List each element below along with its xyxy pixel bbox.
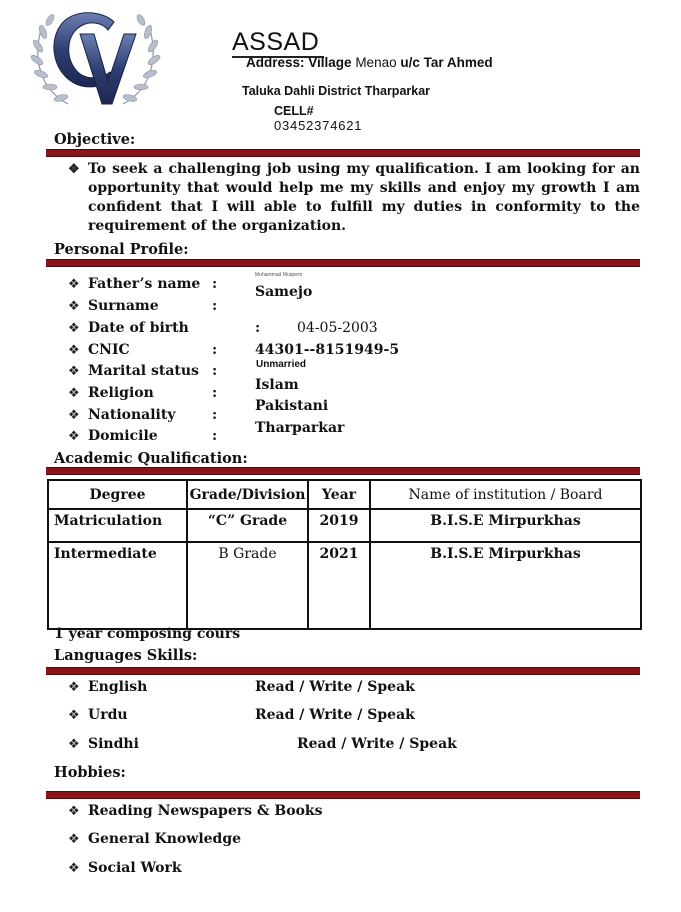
bullet-icon: ❖ — [68, 429, 80, 444]
section-divider — [46, 667, 640, 675]
bullet-icon: ❖ — [68, 408, 80, 423]
profile-value-nationality: Pakistani — [255, 398, 329, 414]
cell-number: 03452374621 — [274, 118, 363, 133]
section-divider — [46, 791, 640, 799]
profile-colon: : — [212, 385, 218, 401]
academic-table — [47, 479, 642, 630]
bullet-icon: ❖ — [68, 277, 80, 292]
profile-colon: : — [212, 342, 218, 358]
profile-label-marital-status: Marital status — [88, 363, 199, 379]
profile-label-date-of-birth: Date of birth — [88, 320, 189, 336]
profile-value-cnic: 44301--8151949-5 — [255, 342, 400, 358]
bullet-icon: ❖ — [68, 162, 80, 177]
hobby-item: Social Work — [88, 860, 182, 876]
profile-colon: : — [212, 276, 218, 292]
bullet-icon: ❖ — [68, 343, 80, 358]
taluka-line: Taluka Dahli District Tharparkar — [242, 84, 431, 98]
section-divider — [46, 467, 640, 475]
column-header: Year — [308, 480, 370, 509]
table-cell: 2019 — [308, 509, 370, 542]
languages-heading: Languages Skills: — [54, 647, 198, 664]
bullet-icon: ❖ — [68, 861, 80, 876]
profile-label-nationality: Nationality — [88, 407, 176, 423]
profile-label-domicile: Domicile — [88, 428, 158, 444]
section-divider — [46, 149, 640, 157]
hobbies-heading: Hobbies: — [54, 764, 126, 781]
language-name-sindhi: Sindhi — [88, 736, 139, 752]
language-name-urdu: Urdu — [88, 707, 128, 723]
profile-value-fathers-name: Samejo — [255, 284, 313, 300]
bullet-icon: ❖ — [68, 364, 80, 379]
candidate-name: ASSAD — [232, 28, 320, 56]
language-level-sindhi: Read / Write / Speak — [297, 736, 457, 752]
address-place: Menao — [355, 55, 397, 70]
bullet-icon: ❖ — [68, 386, 80, 401]
profile-label-cnic: CNIC — [88, 342, 130, 358]
column-header: Degree — [48, 480, 187, 509]
table-cell: B.I.S.E Mirpurkhas — [370, 542, 641, 629]
table-cell: “C” Grade — [187, 509, 308, 542]
cv-logo — [28, 4, 163, 114]
hobby-item: General Knowledge — [88, 831, 242, 847]
address-line — [246, 55, 493, 70]
profile-colon: : — [212, 428, 218, 444]
objective-heading: Objective: — [54, 131, 136, 148]
bullet-icon: ❖ — [68, 680, 80, 695]
profile-colon: : — [212, 407, 218, 423]
cell-label: CELL# — [274, 104, 314, 118]
hobby-item: Reading Newspapers & Books — [88, 803, 323, 819]
fathers-name-small-text: Muhammad Muqeem — [255, 272, 303, 278]
bullet-icon: ❖ — [68, 299, 80, 314]
column-header: Grade/Division — [187, 480, 308, 509]
table-row — [48, 542, 641, 629]
letter-v-mark — [80, 34, 136, 104]
table-header-row — [48, 480, 641, 509]
profile-label-fathers-name: Father’s name — [88, 276, 201, 292]
bullet-icon: ❖ — [68, 708, 80, 723]
address-label: Address: Village — [246, 55, 352, 70]
table-row — [48, 509, 641, 542]
section-divider — [46, 259, 640, 267]
profile-value-domicile: Tharparkar — [255, 420, 345, 436]
profile-value-religion: Islam — [255, 377, 299, 393]
language-name-english: English — [88, 679, 148, 695]
table-cell: Intermediate — [48, 542, 187, 629]
objective-block — [68, 160, 640, 236]
language-level-urdu: Read / Write / Speak — [255, 707, 415, 723]
language-level-english: Read / Write / Speak — [255, 679, 415, 695]
bullet-icon: ❖ — [68, 737, 80, 752]
profile-value-marital-status: Unmarried — [256, 359, 307, 370]
table-cell: 2021 — [308, 542, 370, 629]
table-cell: B Grade — [187, 542, 308, 629]
extra-qualification: 1 year composing cours — [54, 626, 241, 642]
objective-text: To seek a challenging job using my qualification. I am looking for an opportunity that would help me my skills and enjoy my growth I am confident that I will able to fulfill my duties in conformity to the requirement of the organization. — [88, 161, 640, 234]
profile-heading: Personal Profile: — [54, 241, 189, 258]
table-cell: Matriculation — [48, 509, 187, 542]
profile-colon: : — [255, 320, 261, 336]
profile-colon: : — [212, 298, 218, 314]
academic-heading: Academic Qualification: — [54, 450, 248, 467]
profile-label-surname: Surname — [88, 298, 159, 314]
bullet-icon: ❖ — [68, 832, 80, 847]
column-header: Name of institution / Board — [370, 480, 641, 509]
profile-label-religion: Religion — [88, 385, 154, 401]
profile-value-date-of-birth: 04-05-2003 — [297, 320, 378, 336]
bullet-icon: ❖ — [68, 321, 80, 336]
address-rest: u/c Tar Ahmed — [400, 55, 493, 70]
profile-colon: : — [212, 363, 218, 379]
bullet-icon: ❖ — [68, 804, 80, 819]
table-cell: B.I.S.E Mirpurkhas — [370, 509, 641, 542]
